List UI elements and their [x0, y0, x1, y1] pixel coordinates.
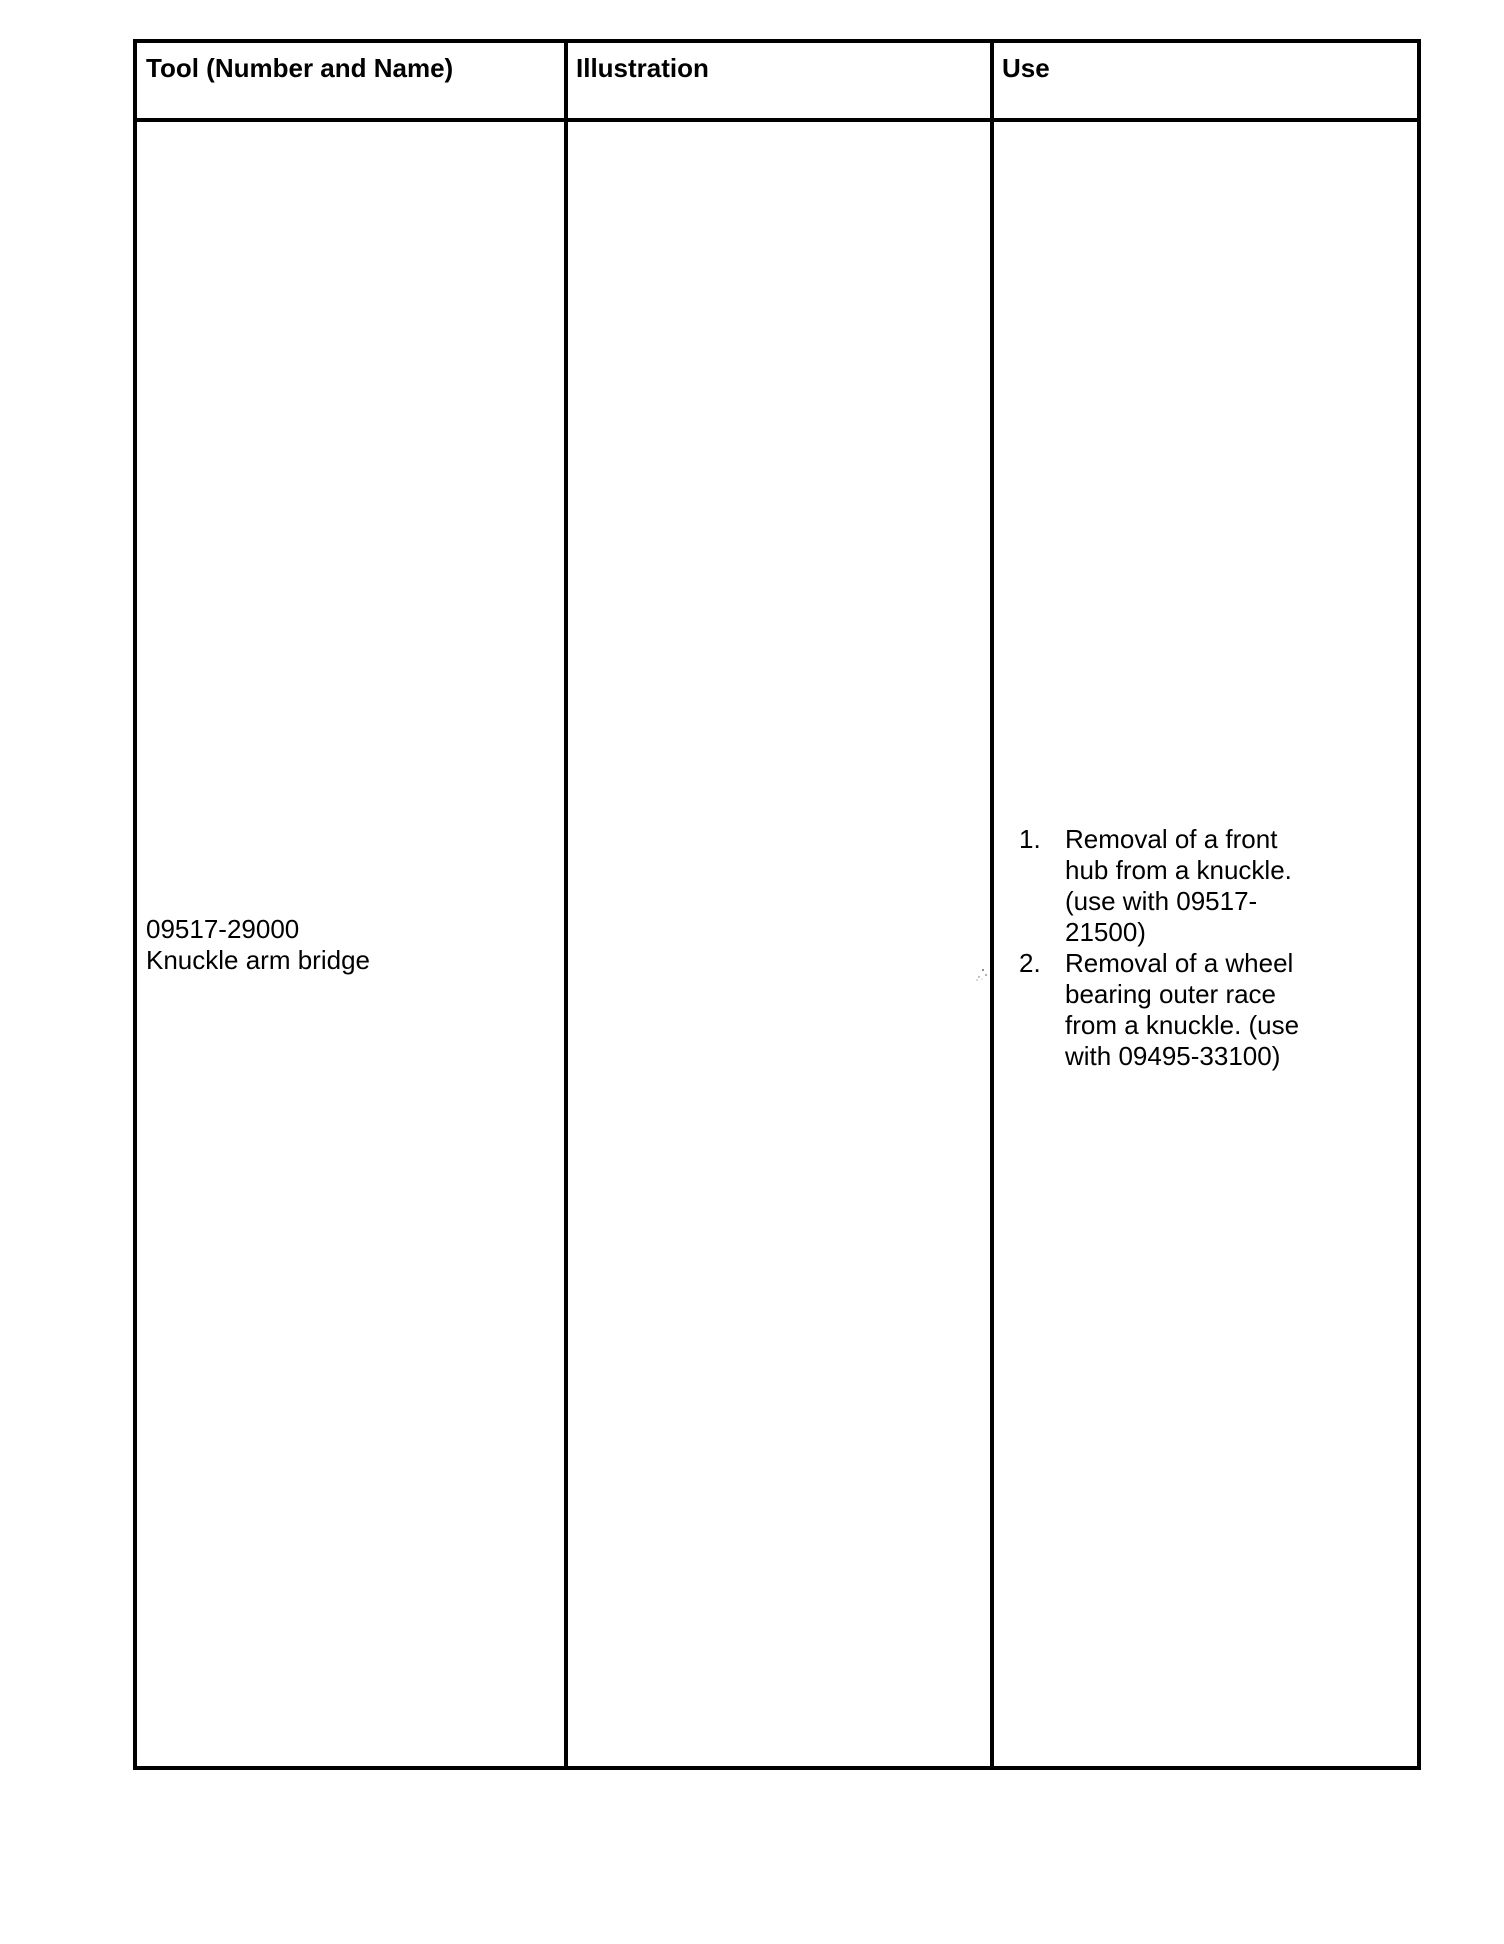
use-item [1015, 824, 1375, 948]
use-item-line: Removal of a front [1065, 824, 1278, 854]
use-item [1015, 948, 1375, 1072]
column-divider [990, 43, 994, 1766]
use-item-number: 2. [1019, 948, 1041, 978]
use-item-line: with 09495-33100) [1065, 1041, 1281, 1071]
use-item-line: (use with 09517- [1065, 886, 1258, 916]
use-item-line: hub from a knuckle. [1065, 855, 1292, 885]
use-item-line: from a knuckle. (use [1065, 1010, 1300, 1040]
use-item-line: 21500) [1065, 917, 1146, 947]
use-cell [1015, 824, 1375, 1072]
tool-name: Knuckle arm bridge [146, 945, 370, 975]
use-item-line: Removal of a wheel [1065, 948, 1294, 978]
tool-cell [146, 914, 370, 976]
illustration-cell [568, 122, 990, 1766]
header-tool: Tool (Number and Name) [146, 53, 454, 83]
special-tools-table [133, 39, 1421, 1770]
header-use: Use [1002, 53, 1050, 83]
header-illustration: Illustration [576, 53, 709, 83]
use-item-number: 1. [1019, 824, 1041, 854]
tool-number: 09517-29000 [146, 914, 300, 944]
illustration-image [971, 964, 995, 988]
use-item-line: bearing outer race [1065, 979, 1277, 1009]
